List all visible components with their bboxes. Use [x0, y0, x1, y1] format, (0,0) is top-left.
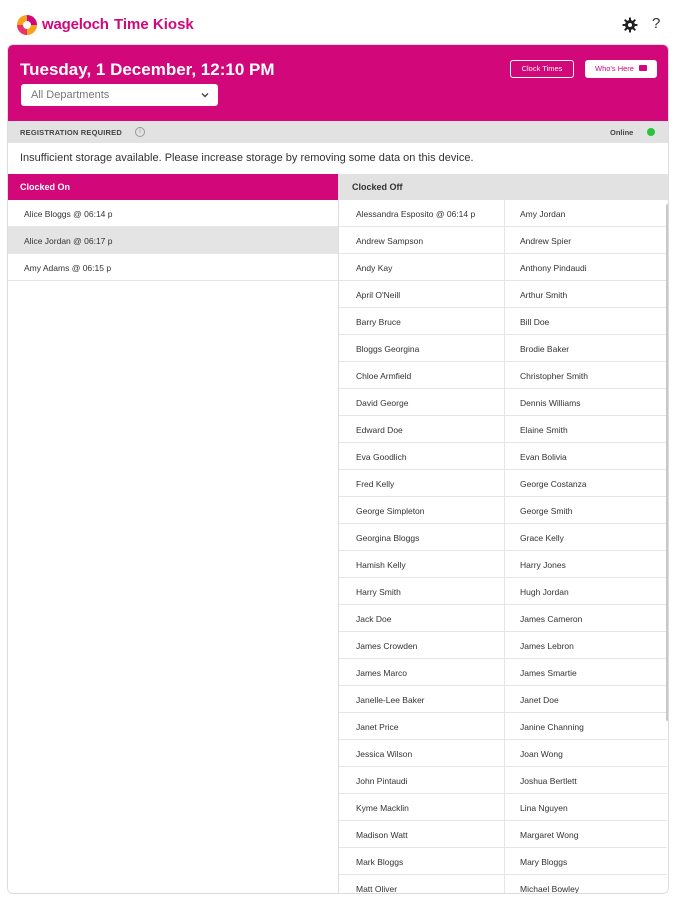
column-divider [504, 200, 505, 227]
clocked-off-employee[interactable]: Andrew Spier [520, 236, 572, 246]
connection-status: Online [610, 128, 634, 137]
clocked-off-row [339, 605, 667, 632]
column-divider [504, 470, 505, 497]
clocked-off-row [339, 713, 667, 740]
clocked-off-row [339, 254, 667, 281]
clocked-off-employee[interactable]: Eva Goodlich [356, 452, 407, 462]
registration-status: REGISTRATION REQUIRED [20, 128, 122, 137]
status-bar [8, 121, 669, 143]
clocked-off-employee[interactable]: George Simpleton [356, 506, 425, 516]
clocked-off-header: Clocked Off [339, 174, 669, 200]
clocked-off-employee[interactable]: Elaine Smith [520, 425, 568, 435]
storage-warning: Insufficient storage available. Please increase storage by removing some data on this device. [20, 152, 474, 164]
clocked-off-grid [339, 200, 667, 894]
column-divider [504, 227, 505, 254]
gear-icon[interactable] [622, 17, 638, 33]
clocked-off-row [339, 740, 667, 767]
clocked-off-employee[interactable]: Edward Doe [356, 425, 403, 435]
clocked-off-employee[interactable]: George Costanza [520, 479, 587, 489]
online-indicator [647, 128, 655, 136]
clocked-off-employee[interactable]: Lina Nguyen [520, 803, 568, 813]
clocked-off-employee[interactable]: Georgina Bloggs [356, 533, 420, 543]
column-divider [504, 308, 505, 335]
column-divider [504, 551, 505, 578]
column-divider [504, 335, 505, 362]
column-divider [504, 875, 505, 894]
clocked-off-employee[interactable]: Janelle-Lee Baker [356, 695, 425, 705]
product-name: Time Kiosk [114, 16, 194, 33]
current-datetime: Tuesday, 1 December, 12:10 PM [20, 60, 275, 79]
clocked-off-employee[interactable]: Barry Bruce [356, 317, 401, 327]
clocked-off-employee[interactable]: Margaret Wong [520, 830, 579, 840]
brand-name: wageloch [42, 16, 109, 33]
clocked-off-employee[interactable]: Harry Jones [520, 560, 566, 570]
clocked-off-row [339, 308, 667, 335]
clocked-off-employee[interactable]: James Smartie [520, 668, 577, 678]
clocked-off-row [339, 227, 667, 254]
column-divider [504, 389, 505, 416]
clocked-off-employee[interactable]: Michael Bowley [520, 884, 580, 894]
clocked-on-item[interactable]: Amy Adams @ 06:15 p [8, 254, 338, 281]
column-divider [504, 524, 505, 551]
clocked-off-row [339, 821, 667, 848]
clocked-off-employee[interactable]: Jessica Wilson [356, 749, 413, 759]
chevron-down-icon [201, 91, 209, 99]
clocked-off-employee[interactable]: James Cameron [520, 614, 583, 624]
clocked-off-employee[interactable]: Kyme Macklin [356, 803, 409, 813]
clocked-off-row [339, 794, 667, 821]
clocked-off-row [339, 659, 667, 686]
clocked-off-employee[interactable]: Hugh Jordan [520, 587, 569, 597]
column-divider [504, 686, 505, 713]
clocked-on-list [8, 200, 338, 281]
clocked-off-row [339, 497, 667, 524]
column-divider [504, 821, 505, 848]
clocked-off-employee[interactable]: Bloggs Georgina [356, 344, 420, 354]
column-divider [504, 605, 505, 632]
clocked-off-employee[interactable]: Chloe Armfield [356, 371, 412, 381]
clocked-off-employee[interactable]: Mary Bloggs [520, 857, 568, 867]
clocked-off-employee[interactable]: David George [356, 398, 409, 408]
clocked-on-header: Clocked On [8, 174, 338, 200]
clocked-off-row [339, 389, 667, 416]
clocked-off-panel [338, 174, 669, 894]
clocked-off-row [339, 767, 667, 794]
clocked-off-row [339, 416, 667, 443]
column-divider [504, 497, 505, 524]
clocked-off-employee[interactable]: Grace Kelly [520, 533, 564, 543]
clocked-on-item[interactable]: Alice Jordan @ 06:17 p [8, 227, 338, 254]
clocked-off-row [339, 524, 667, 551]
clocked-on-item[interactable]: Alice Bloggs @ 06:14 p [8, 200, 338, 227]
top-bar [0, 0, 675, 46]
column-divider [504, 443, 505, 470]
clocked-off-employee[interactable]: Jack Doe [356, 614, 392, 624]
clocked-off-employee[interactable]: Anthony Pindaudi [520, 263, 587, 273]
kiosk-header [8, 45, 669, 121]
clocked-off-employee[interactable]: Bill Doe [520, 317, 550, 327]
clocked-off-employee[interactable]: Andrew Sampson [356, 236, 424, 246]
clocked-off-employee[interactable]: James Lebron [520, 641, 574, 651]
clocked-off-employee[interactable]: Janet Doe [520, 695, 559, 705]
clocked-off-row [339, 848, 667, 875]
kiosk-card [7, 44, 669, 894]
clocked-off-row [339, 551, 667, 578]
help-icon[interactable]: ? [652, 15, 661, 32]
column-divider [504, 713, 505, 740]
camera-icon [639, 65, 647, 71]
clocked-off-row [339, 335, 667, 362]
clocked-off-employee[interactable]: Arthur Smith [520, 290, 568, 300]
column-divider [504, 767, 505, 794]
clocked-off-employee[interactable]: George Smith [520, 506, 573, 516]
clocked-off-row [339, 281, 667, 308]
clocked-off-row [339, 875, 667, 894]
column-divider [504, 362, 505, 389]
clocked-off-employee[interactable]: April O'Neill [356, 290, 401, 300]
clocked-off-employee[interactable]: Mark Bloggs [356, 857, 404, 867]
department-select-value: All Departments [31, 89, 110, 101]
whos-here-label: Who's Here [595, 64, 634, 73]
clocked-off-employee[interactable]: James Marco [356, 668, 408, 678]
clocked-off-employee[interactable]: John Pintaudi [356, 776, 408, 786]
clocked-off-employee[interactable]: Amy Jordan [520, 209, 566, 219]
info-icon[interactable]: i [135, 127, 145, 137]
column-divider [504, 632, 505, 659]
clocked-off-employee[interactable]: Joshua Bertlett [520, 776, 577, 786]
clocked-off-employee[interactable]: Matt Oliver [356, 884, 398, 894]
department-select[interactable] [21, 84, 218, 106]
column-divider [504, 659, 505, 686]
column-divider [504, 848, 505, 875]
clocked-on-panel [8, 174, 338, 894]
column-divider [504, 740, 505, 767]
scrollbar[interactable] [666, 204, 669, 721]
clocked-off-employee[interactable]: Andy Kay [356, 263, 393, 273]
column-divider [504, 254, 505, 281]
clocked-off-employee[interactable]: Fred Kelly [356, 479, 395, 489]
clocked-off-employee[interactable]: Brodie Baker [520, 344, 570, 354]
column-divider [504, 578, 505, 605]
clocked-off-employee[interactable]: Hamish Kelly [356, 560, 406, 570]
column-divider [504, 416, 505, 443]
clocked-off-row [339, 362, 667, 389]
clock-times-button[interactable]: Clock Times [510, 60, 574, 78]
clocked-off-employee[interactable]: Alessandra Esposito @ 06:14 p [356, 209, 476, 219]
clocked-off-employee[interactable]: Janet Price [356, 722, 399, 732]
clocked-off-employee[interactable]: James Crowden [356, 641, 418, 651]
clocked-off-row [339, 632, 667, 659]
clocked-off-employee[interactable]: Janine Channing [520, 722, 584, 732]
clocked-off-row [339, 200, 667, 227]
clocked-off-employee[interactable]: Harry Smith [356, 587, 401, 597]
clocked-off-employee[interactable]: Christopher Smith [520, 371, 589, 381]
clocked-off-row [339, 686, 667, 713]
clocked-off-employee[interactable]: Madison Watt [356, 830, 408, 840]
column-divider [504, 281, 505, 308]
wageloch-logo-icon [16, 14, 38, 36]
clocked-off-row [339, 470, 667, 497]
column-divider [504, 794, 505, 821]
clocked-off-employee[interactable]: Evan Bolivia [520, 452, 567, 462]
clocked-off-row [339, 578, 667, 605]
whos-here-button[interactable] [585, 60, 657, 78]
clocked-off-row [339, 443, 667, 470]
clocked-off-employee[interactable]: Dennis Williams [520, 398, 581, 408]
clocked-off-employee[interactable]: Joan Wong [520, 749, 563, 759]
